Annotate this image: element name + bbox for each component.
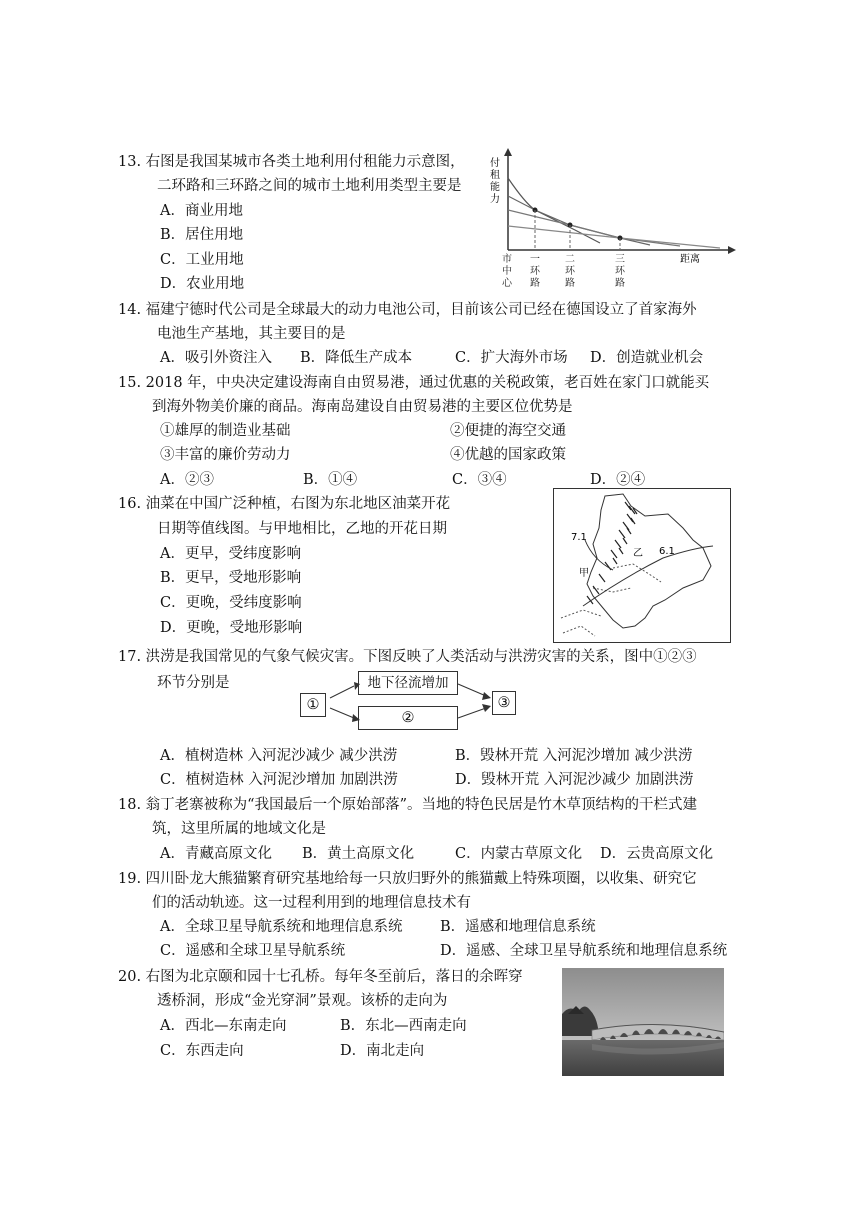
q20-option-c: C．东西走向 bbox=[160, 1043, 244, 1059]
industrial-curve bbox=[508, 210, 680, 246]
q20-option-b: B．东北—西南走向 bbox=[340, 1018, 467, 1034]
q13-option-c: C．工业用地 bbox=[160, 252, 244, 268]
q15-stem-line2: 到海外物美价廉的商品。海南岛建设自由贸易港的主要区位优势是 bbox=[152, 399, 573, 415]
q17-option-b: B．毁林开荒 入河泥沙增加 减少洪涝 bbox=[455, 748, 693, 764]
commercial-curve bbox=[508, 178, 600, 243]
q18-option-b: B．黄土高原文化 bbox=[302, 846, 415, 862]
q19-option-b: B．遥感和地理信息系统 bbox=[440, 919, 596, 935]
q17-stem-line2: 环节分别是 bbox=[157, 675, 230, 691]
y-axis-label-char3: 能 bbox=[490, 182, 500, 193]
tick-ring2-3: 路 bbox=[565, 278, 575, 288]
residential-curve bbox=[508, 196, 650, 245]
x-axis-label: 距离 bbox=[680, 254, 700, 265]
agricultural-curve bbox=[508, 226, 720, 248]
q15-stem-line1: 15. 2018 年，中央决定建设海南自由贸易港，通过优惠的关税政策，老百姓在家门口就能买 bbox=[118, 375, 710, 391]
q15-option-a: A．②③ bbox=[160, 472, 214, 488]
bid-rent-chart bbox=[480, 148, 736, 288]
q15-item-1: ①雄厚的制造业基础 bbox=[160, 423, 291, 439]
q16-option-d: D．更晚，受地形影响 bbox=[160, 620, 303, 636]
tick-ring1-1: 一 bbox=[530, 254, 540, 265]
q19-stem-line1: 19. 四川卧龙大熊猫繁育研究基地给每一只放归野外的熊猫戴上特殊项圈，以收集、研究它 bbox=[118, 871, 697, 887]
q15-item-4: ④优越的国家政策 bbox=[450, 447, 566, 463]
q14-option-c: C．扩大海外市场 bbox=[455, 350, 568, 366]
isoline-label-61: 6.1 bbox=[659, 546, 675, 557]
q20-stem-line2: 透桥洞，形成“金光穿洞”景观。该桥的走向为 bbox=[157, 993, 448, 1009]
diagram-node-1: ① bbox=[300, 693, 326, 717]
q16-stem-line2: 日期等值线图。与甲地相比，乙地的开花日期 bbox=[157, 521, 447, 537]
q14-stem-line1: 14. 福建宁德时代公司是全球最大的动力电池公司，目前该公司已经在德国设立了首家海外 bbox=[118, 302, 697, 318]
q19-option-a: A．全球卫星导航系统和地理信息系统 bbox=[160, 919, 403, 935]
y-axis-label-char1: 付 bbox=[490, 158, 500, 169]
isoline-label-71: 7.1 bbox=[571, 532, 587, 543]
q18-option-c: C．内蒙古草原文化 bbox=[455, 846, 583, 862]
q17-option-d: D．毁林开荒 入河泥沙减少 加剧洪涝 bbox=[455, 772, 694, 788]
q15-option-b: B．①④ bbox=[303, 472, 358, 488]
q16-option-a: A．更早，受纬度影响 bbox=[160, 546, 301, 562]
y-axis-label-char2: 租 bbox=[490, 170, 500, 181]
q20-option-a: A．西北—东南走向 bbox=[160, 1018, 287, 1034]
q19-option-d: D．遥感、全球卫星导航系统和地理信息系统 bbox=[440, 943, 728, 959]
q13-option-b: B．居住用地 bbox=[160, 227, 244, 243]
tick-ring3-3: 路 bbox=[615, 278, 625, 288]
q14-option-b: B．降低生产成本 bbox=[300, 350, 413, 366]
tick-center-1: 市 bbox=[502, 254, 512, 265]
tick-center-3: 心 bbox=[502, 278, 512, 288]
q15-item-3: ③丰富的廉价劳动力 bbox=[160, 447, 291, 463]
q14-stem-line2: 电池生产基地，其主要目的是 bbox=[157, 326, 346, 342]
tick-ring1-2: 环 bbox=[530, 266, 540, 277]
q18-stem-line1: 18. 翁丁老寨被称为“我国最后一个原始部落”。当地的特色民居是竹木草顶结构的干栏式建 bbox=[118, 797, 697, 813]
tick-center-2: 中 bbox=[502, 266, 512, 277]
q14-option-d: D．创造就业机会 bbox=[590, 350, 704, 366]
q15-option-c: C．③④ bbox=[452, 472, 507, 488]
diagram-node-3: ③ bbox=[492, 691, 516, 715]
diagram-node-2: ② bbox=[358, 706, 458, 730]
tick-ring2-1: 二 bbox=[565, 254, 575, 265]
tick-ring2-2: 环 bbox=[565, 266, 575, 277]
location-jia: 甲 bbox=[579, 568, 589, 579]
q20-stem-line1: 20. 右图为北京颐和园十七孔桥。每年冬至前后，落日的余晖穿 bbox=[118, 969, 523, 985]
seventeen-arch-bridge-photo bbox=[562, 968, 724, 1076]
q18-option-a: A．青藏高原文化 bbox=[160, 846, 272, 862]
q15-option-d: D．②④ bbox=[590, 472, 646, 488]
q20-option-d: D．南北走向 bbox=[340, 1043, 425, 1059]
q13-stem-line1: 13. 右图是我国某城市各类土地利用付租能力示意图， bbox=[118, 154, 465, 170]
q13-option-d: D．农业用地 bbox=[160, 276, 245, 292]
q19-option-c: C．遥感和全球卫星导航系统 bbox=[160, 943, 346, 959]
tick-ring1-3: 路 bbox=[530, 278, 540, 288]
q17-option-a: A．植树造林 入河泥沙减少 减少洪涝 bbox=[160, 748, 398, 764]
q16-option-b: B．更早，受地形影响 bbox=[160, 570, 302, 586]
q18-option-d: D．云贵高原文化 bbox=[600, 846, 714, 862]
q17-stem-line1: 17. 洪涝是我国常见的气象气候灾害。下图反映了人类活动与洪涝灾害的关系，图中①②③ bbox=[118, 649, 697, 665]
q15-item-2: ②便捷的海空交通 bbox=[450, 423, 566, 439]
q13-stem-line2: 二环路和三环路之间的城市土地利用类型主要是 bbox=[157, 178, 462, 194]
diagram-arrows bbox=[320, 670, 500, 732]
q17-option-c: C．植树造林 入河泥沙增加 加剧洪涝 bbox=[160, 772, 398, 788]
q16-stem-line1: 16. 油菜在中国广泛种植，右图为东北地区油菜开花 bbox=[118, 496, 451, 512]
tick-ring3-2: 环 bbox=[615, 266, 625, 277]
q18-stem-line2: 筑，这里所属的地域文化是 bbox=[152, 821, 326, 837]
tick-ring3-1: 三 bbox=[615, 254, 625, 265]
northeast-china-isoline-map bbox=[553, 488, 731, 643]
location-yi: 乙 bbox=[633, 548, 643, 559]
q13-option-a: A．商业用地 bbox=[160, 203, 243, 219]
q16-option-c: C．更晚，受纬度影响 bbox=[160, 595, 302, 611]
q19-stem-line2: 们的活动轨迹。这一过程利用到的地理信息技术有 bbox=[152, 895, 471, 911]
y-axis-label-char4: 力 bbox=[490, 194, 500, 205]
diagram-box-groundwater: 地下径流增加 bbox=[358, 671, 458, 695]
q14-option-a: A．吸引外资注入 bbox=[160, 350, 272, 366]
